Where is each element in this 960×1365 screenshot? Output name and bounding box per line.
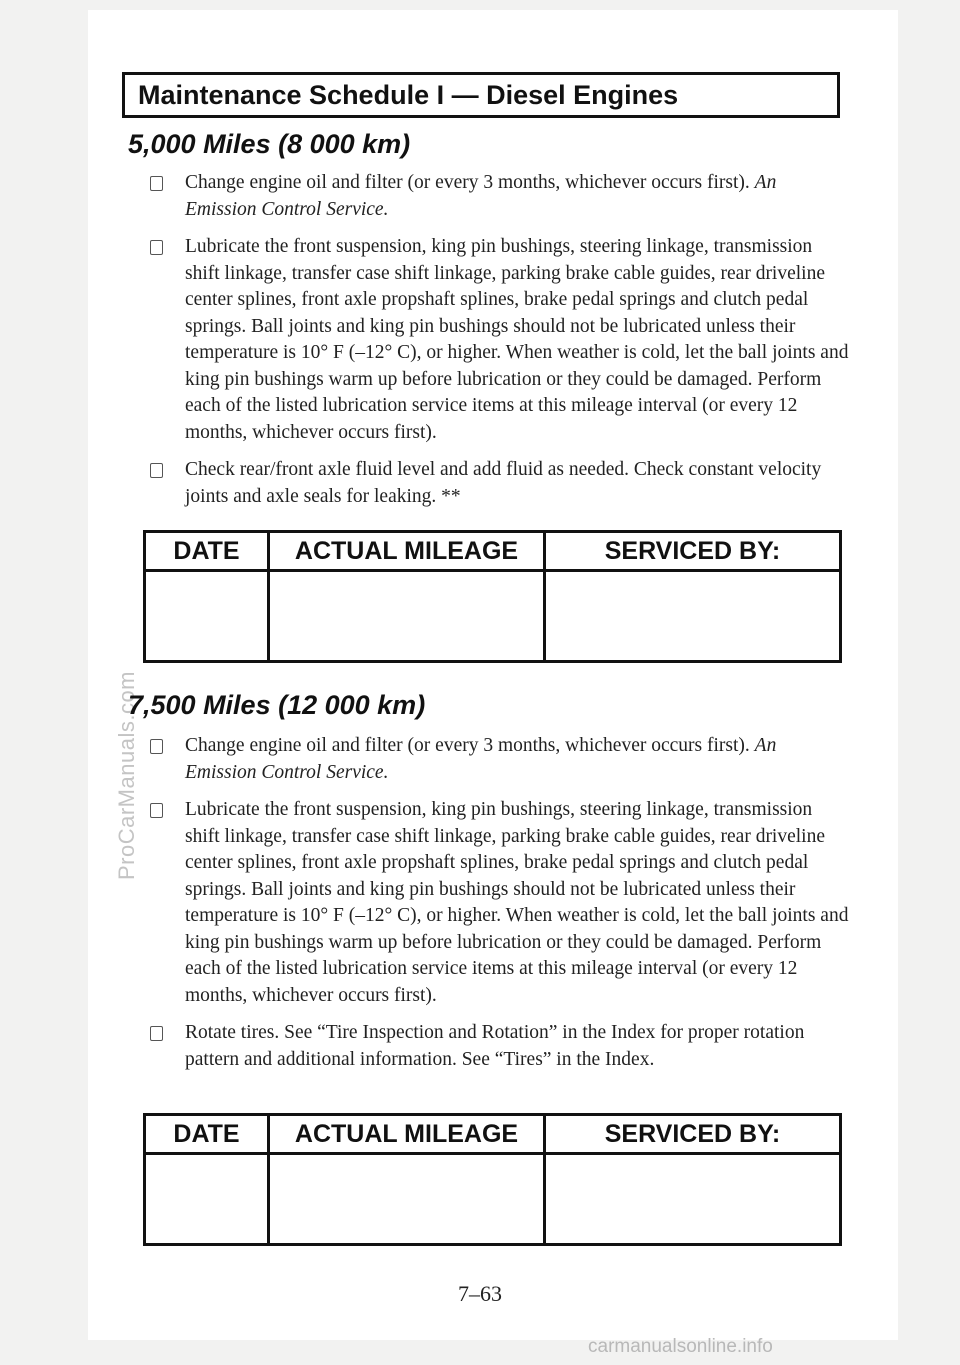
checkbox-icon[interactable] (150, 1026, 163, 1041)
side-watermark: ProCarManuals.com (114, 670, 139, 880)
page-title: Maintenance Schedule I — Diesel Engines (122, 72, 840, 118)
item-text: Check rear/front axle fluid level and add fluid as needed. Check constant velocity joints and axle seals for leaking. ** (185, 459, 822, 507)
section-heading-7500: 7,500 Miles (12 000 km) (128, 690, 426, 720)
mileage-cell[interactable] (269, 1154, 545, 1245)
item-text: Rotate tires. See “Tire Inspection and Rotation” in the Index for proper rotation pattern and additional information. See “Tires” in the Index. (185, 1022, 805, 1070)
date-cell[interactable] (145, 571, 269, 662)
serviced-by-cell[interactable] (545, 571, 841, 662)
list-item (150, 797, 850, 1009)
table-row (145, 571, 841, 662)
item-text: Change engine oil and filter (or every 3 months, whichever occurs first). (185, 735, 750, 756)
column-header-serviced-by: SERVICED BY: (545, 1115, 841, 1154)
emission-note: An Emission Control Service. (185, 735, 777, 783)
checklist-7500 (150, 733, 850, 1084)
checklist-5000 (150, 170, 850, 521)
list-item (150, 170, 850, 223)
bottom-watermark: carmanualsonline.info (588, 1336, 773, 1357)
list-item (150, 234, 850, 446)
list-item (150, 457, 850, 510)
checkbox-icon[interactable] (150, 739, 163, 754)
section-heading-5000: 5,000 Miles (8 000 km) (128, 129, 411, 159)
table-row (145, 1154, 841, 1245)
date-cell[interactable] (145, 1154, 269, 1245)
column-header-actual-mileage: ACTUAL MILEAGE (269, 532, 545, 571)
column-header-actual-mileage: ACTUAL MILEAGE (269, 1115, 545, 1154)
page-number: 7–63 (458, 1281, 502, 1306)
checkbox-icon[interactable] (150, 803, 163, 818)
service-log-table-5000 (143, 530, 842, 663)
column-header-serviced-by: SERVICED BY: (545, 532, 841, 571)
item-text: Change engine oil and filter (or every 3 months, whichever occurs first). (185, 172, 750, 193)
item-text: Lubricate the front suspension, king pin bushings, steering linkage, transmission shift linkage, transfer case shift linkage, parking brake cable guides, rear driveline center splines, front axle propshaft splines, brake pedal springs and clutch pedal springs. Ball joints and king pin bushings should not be lubricated unless their temperature is 10° F (–12° C), or higher. When weather is cold, let the ball joints and king pin bushings warm up before lubrication or they could be damaged. Perform each of the listed lubrication service items at this mileage interval (or every 12 months, whichever occurs first). (185, 799, 849, 1006)
checkbox-icon[interactable] (150, 463, 163, 478)
column-header-date: DATE (145, 1115, 269, 1154)
mileage-cell[interactable] (269, 571, 545, 662)
service-log-table-7500 (143, 1113, 842, 1246)
checkbox-icon[interactable] (150, 176, 163, 191)
item-text: Lubricate the front suspension, king pin bushings, steering linkage, transmission shift linkage, transfer case shift linkage, parking brake cable guides, rear driveline center splines, front axle propshaft splines, brake pedal springs and clutch pedal springs. Ball joints and king pin bushings should not be lubricated unless their temperature is 10° F (–12° C), or higher. When weather is cold, let the ball joints and king pin bushings warm up before lubrication or they could be damaged. Perform each of the listed lubrication service items at this mileage interval (or every 12 months, whichever occurs first). (185, 236, 849, 443)
serviced-by-cell[interactable] (545, 1154, 841, 1245)
column-header-date: DATE (145, 532, 269, 571)
list-item (150, 733, 850, 786)
checkbox-icon[interactable] (150, 240, 163, 255)
list-item (150, 1020, 850, 1073)
emission-note: An Emission Control Service. (185, 172, 777, 220)
